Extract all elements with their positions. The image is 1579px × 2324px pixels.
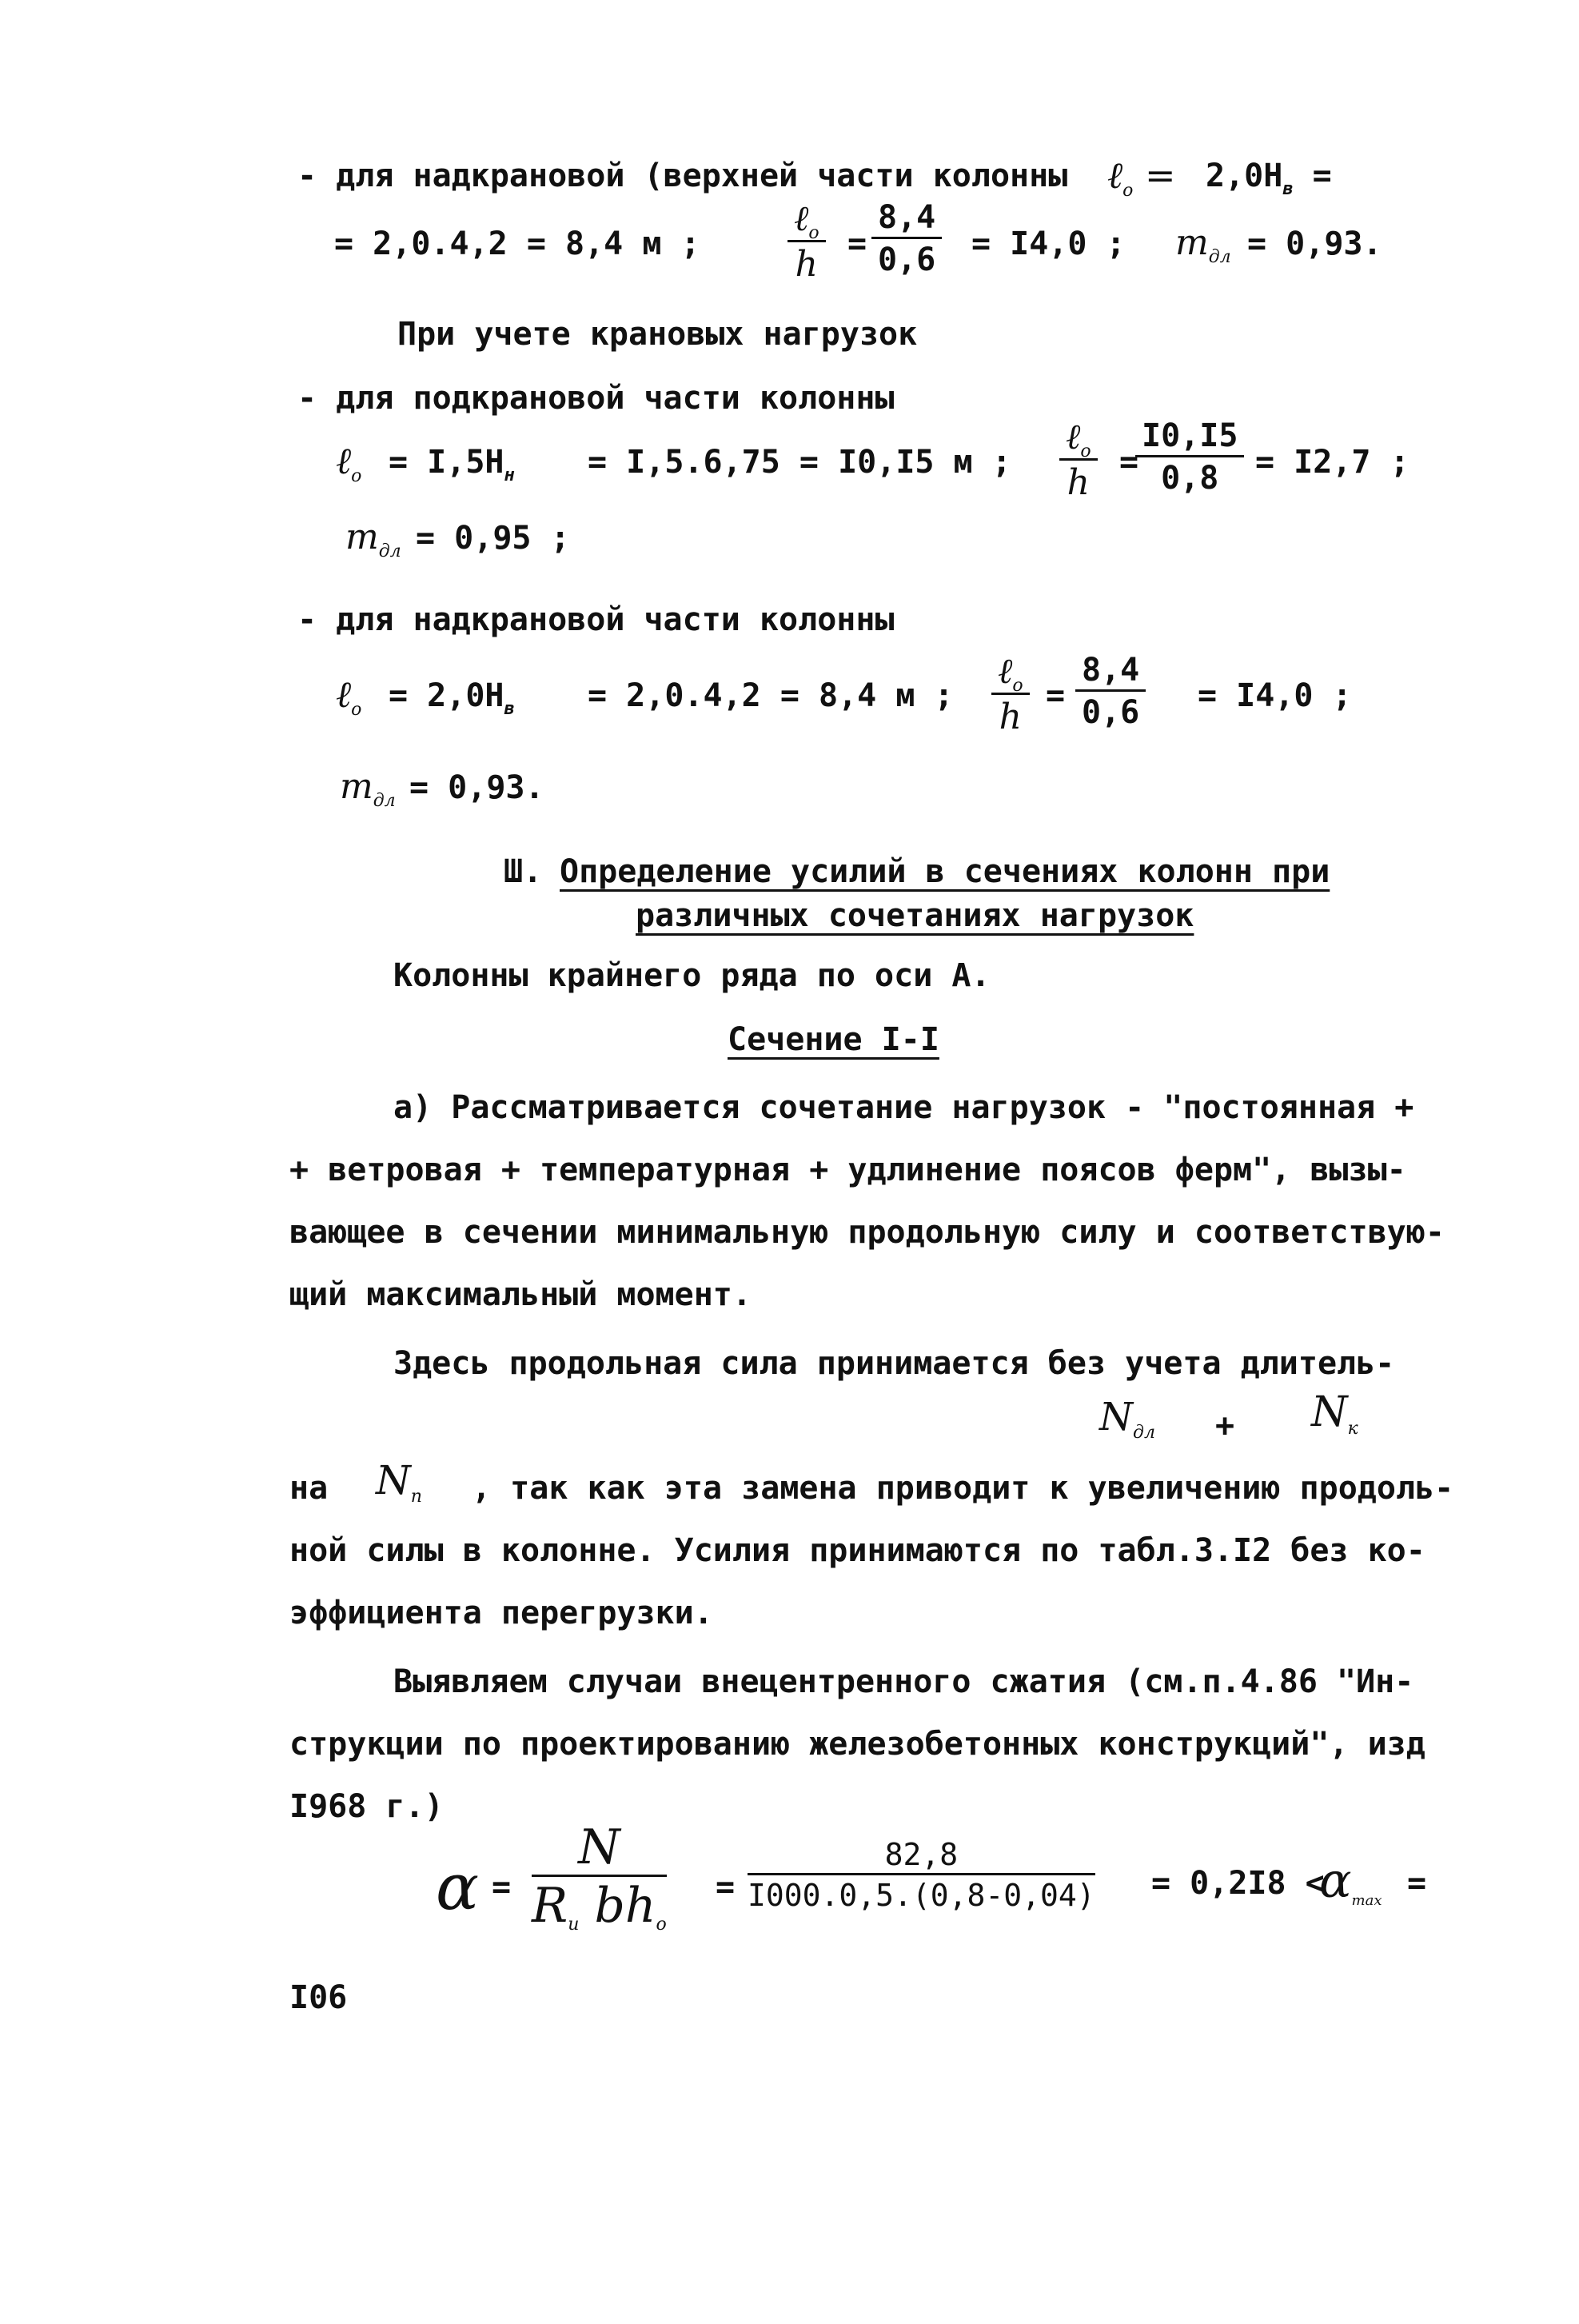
- n-k-symbol: Nк: [1311, 1388, 1358, 1439]
- para-b-line3b: , так как эта замена приводит к увеличению продоль-: [472, 1470, 1454, 1507]
- para-b-line1: Здесь продольная сила принимается без учета длитель-: [393, 1345, 1395, 1382]
- m-value: = 0,93.: [1247, 226, 1382, 262]
- l0-symbol-3: ℓ$_о$: [336, 673, 362, 720]
- fraction-8-4-b: $\frac{8,4}{0,6}$: [1075, 654, 1146, 729]
- ratio-l-h-3: ℓ$_о$ h: [991, 654, 1030, 735]
- fraction-8-4: $\frac{8,4}{0,6}$: [871, 202, 942, 276]
- alpha-symbol: α: [436, 1850, 480, 1924]
- para-a-line2: + ветровая + температурная + удлинение поясов ферм", вызы-: [289, 1152, 1406, 1188]
- para-a-line1: а) Рассматривается сочетание нагрузок - "постоянная +: [393, 1089, 1414, 1126]
- l0-calc-2: = I,5.6,75 = I0,I5 м ;: [588, 444, 1011, 481]
- column-row-label: Колонны крайнего ряда по оси А.: [393, 957, 991, 994]
- section-numeral: Ш.: [504, 853, 543, 890]
- para-c-line2: струкции по проектированию железобетонных конструкций", изд: [289, 1726, 1425, 1763]
- ratio-value-2: = I2,7 ;: [1255, 444, 1410, 481]
- para-c-line1: Выявляем случаи внецентренного сжатия (см.п.4.86 "Ин-: [393, 1663, 1414, 1700]
- page-number: I06: [289, 1979, 348, 2016]
- para-c-line3: I968 г.): [289, 1788, 444, 1825]
- para-b-line5: эффициента перегрузки.: [289, 1595, 713, 1631]
- fraction-numeric: $\frac{82,8}{I000.0,5.(0,8-0,04)}$: [748, 1837, 1095, 1913]
- m-symbol-3: $m_{дл}$: [340, 766, 396, 811]
- para-a-line3: вающее в сечении минимальную продольную силу и соответствую-: [289, 1214, 1445, 1251]
- para-b-line3a: на: [289, 1470, 329, 1507]
- ratio-l-h: ℓ$_о$ h: [788, 202, 826, 282]
- alpha-max-symbol: αmax: [1319, 1853, 1382, 1909]
- m-value-3: = 0,93.: [409, 769, 544, 806]
- formula-eq: =: [492, 1869, 512, 1906]
- upper-part-heading: - для надкрановой части колонны: [297, 601, 895, 638]
- m-value-2: = 0,95 ;: [416, 520, 570, 557]
- n-dl-symbol: $N_{дл}$: [1099, 1395, 1155, 1443]
- fraction-n-rbh: N Rи bhо: [532, 1819, 667, 1935]
- ratio-value-3: = I4,0 ;: [1198, 677, 1352, 714]
- l0-symbol: ℓ$_о$ =: [1107, 154, 1176, 201]
- cut-title: Сечение I-I: [728, 1021, 939, 1058]
- alpha-result: = 0,2I8 <: [1151, 1865, 1325, 1902]
- l0-calc-3: = 2,0.4,2 = 8,4 м ;: [588, 677, 954, 714]
- l0-formula-2: = $I,5H_н$: [389, 444, 515, 485]
- section-title-line1: Определение усилий в сечениях колонн при: [560, 853, 1330, 890]
- n-n-symbol: $N_п$: [376, 1457, 422, 1507]
- line-upper-column-heading: - для надкрановой (верхней части колонны: [297, 158, 1068, 194]
- ratio-value: = I4,0 ;: [971, 226, 1126, 262]
- m-symbol-2: $m_{дл}$: [345, 517, 401, 561]
- l0-formula: $2,0H_в$ =: [1206, 158, 1332, 199]
- formula-tail: =: [1407, 1865, 1427, 1902]
- ratio-l-h-2: ℓ$_о$ h: [1059, 420, 1098, 501]
- m-symbol: $m_{дл}$: [1175, 222, 1231, 267]
- line-upper-calc: = 2,0.4,2 = 8,4 м ;: [334, 226, 700, 262]
- crane-heading: При учете крановых нагрузок: [397, 316, 918, 353]
- crane-subheading: - для подкрановой части колонны: [297, 380, 895, 417]
- para-b-line4: ной силы в колонне. Усилия принимаются по табл.3.I2 без ко-: [289, 1532, 1425, 1569]
- fraction-10-15: $\frac{I0,I5}{0,8}$: [1135, 420, 1244, 494]
- l0-formula-3: = $2,0H_в$: [389, 677, 515, 719]
- plus-sign: +: [1215, 1408, 1235, 1444]
- section-title-line2: различных сочетаниях нагрузок: [636, 897, 1194, 934]
- para-a-line4: щий максимальный момент.: [289, 1276, 752, 1313]
- l0-symbol-2: ℓ$_о$: [336, 439, 362, 486]
